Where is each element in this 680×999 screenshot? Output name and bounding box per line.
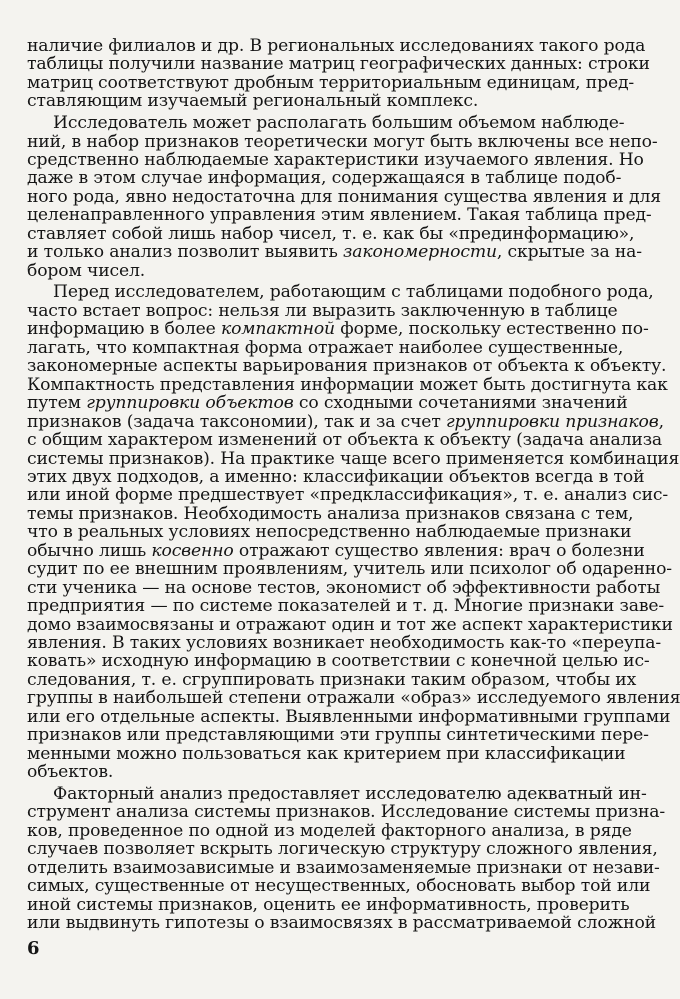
text-line: или его отдельные аспекты. Выявленными информативными группами xyxy=(27,707,671,727)
text-line: следования, т. е. сгруппировать признаки таким образом, чтобы их xyxy=(27,670,637,690)
text-line: матриц соответствуют дробным территориальным единицам, пред- xyxy=(27,73,635,93)
text-line: наличие филиалов и др. В региональных исследованиях такого рода xyxy=(27,36,646,56)
page-number: 6 xyxy=(27,938,40,959)
text-line: Компактность представления информации может быть достигнута как xyxy=(27,375,668,395)
text-line: признаков или представляющими эти группы синтетическими пере- xyxy=(27,725,649,745)
text-line: Факторный анализ предоставляет исследователю адекватный ин- xyxy=(53,784,647,804)
text-line: темы признаков. Необходимость анализа признаков связана с тем, xyxy=(27,504,634,524)
text-line: явления. В таких условиях возникает необходимость как-то «переупа- xyxy=(27,633,662,653)
text-line: домо взаимосвязаны и отражают один и тот же аспект характеристики xyxy=(27,615,673,635)
text-line: с общим характером изменений от объекта к объекту (задача анализа xyxy=(27,430,663,450)
text-line: судит по ее внешним проявлениям, учитель или психолог об одаренно- xyxy=(27,559,672,579)
text-line: менными можно пользоваться как критерием при классификации xyxy=(27,744,626,764)
text-line: объектов. xyxy=(27,762,114,782)
text-line: симых, существенные от несущественных, обосновать выбор той или xyxy=(27,876,651,896)
text-line: ставляет собой лишь набор чисел, т. е. как бы «прединформацию», xyxy=(27,224,635,244)
text-line: часто встает вопрос: нельзя ли выразить заключенную в таблице xyxy=(27,301,618,321)
text-line: Исследователь может располагать большим объемом наблюде- xyxy=(53,113,625,133)
text-line: или иной форме предшествует «предклассификация», т. е. анализ сис- xyxy=(27,485,669,505)
text-line: таблицы получили название матриц географических данных: строки xyxy=(27,54,650,74)
text-line: обычно лишь косвенно отражают существо явления: врач о болезни xyxy=(27,541,645,561)
text-line: Перед исследователем, работающим с таблицами подобного рода, xyxy=(53,282,654,302)
text-line: отделить взаимозависимые и взаимозаменяемые признаки от незави- xyxy=(27,858,660,878)
text-line: даже в этом случае информация, содержащаяся в таблице подоб- xyxy=(27,168,622,188)
text-line: лагать, что компактная форма отражает наиболее существенные, xyxy=(27,338,624,358)
text-line: и только анализ позволит выявить закономерности, скрытые за на- xyxy=(27,242,642,262)
text-line: ков, проведенное по одной из моделей факторного анализа, в ряде xyxy=(27,821,632,841)
text-line: средственно наблюдаемые характеристики изучаемого явления. Но xyxy=(27,150,644,170)
text-line: информацию в более компактной форме, поскольку естественно по- xyxy=(27,319,649,339)
text-line: целенаправленного управления этим явлением. Такая таблица пред- xyxy=(27,205,652,225)
text-line: бором чисел. xyxy=(27,261,146,281)
text-line: ковать» исходную информацию в соответствии с конечной целью ис- xyxy=(27,651,650,671)
text-line: этих двух подходов, а именно: классификации объектов всегда в той xyxy=(27,467,645,487)
text-line: иной системы признаков, оценить ее информативность, проверить xyxy=(27,895,630,915)
text-line: ставляющим изучаемый региональный комплекс. xyxy=(27,91,479,111)
text-line: случаев позволяет вскрыть логическую структуру сложного явления, xyxy=(27,839,658,859)
text-line: ний, в набор признаков теоретически могут быть включены все непо- xyxy=(27,132,658,152)
text-line: системы признаков). На практике чаще всего применяется комбинация xyxy=(27,449,680,469)
text-line: предприятия — по системе показателей и т. д. Многие признаки заве- xyxy=(27,596,665,616)
text-line: группы в наибольшей степени отражали «образ» исследуемого явления xyxy=(27,688,680,708)
text-line: что в реальных условиях непосредственно наблюдаемые признаки xyxy=(27,522,632,542)
text-line: признаков (задача таксономии), так и за счет группировки признаков, xyxy=(27,412,664,432)
text-line: закономерные аспекты варьирования признаков от объекта к объекту. xyxy=(27,356,667,376)
text-line: струмент анализа системы признаков. Исследование системы призна- xyxy=(27,802,666,822)
text-line: ного рода, явно недостаточна для понимания существа явления и для xyxy=(27,187,661,207)
text-line: путем группировки объектов со сходными сочетаниями значений xyxy=(27,393,628,413)
text-line: или выдвинуть гипотезы о взаимосвязях в рассматриваемой сложной xyxy=(27,913,656,933)
text-line: сти ученика — на основе тестов, экономист об эффективности работы xyxy=(27,578,661,598)
